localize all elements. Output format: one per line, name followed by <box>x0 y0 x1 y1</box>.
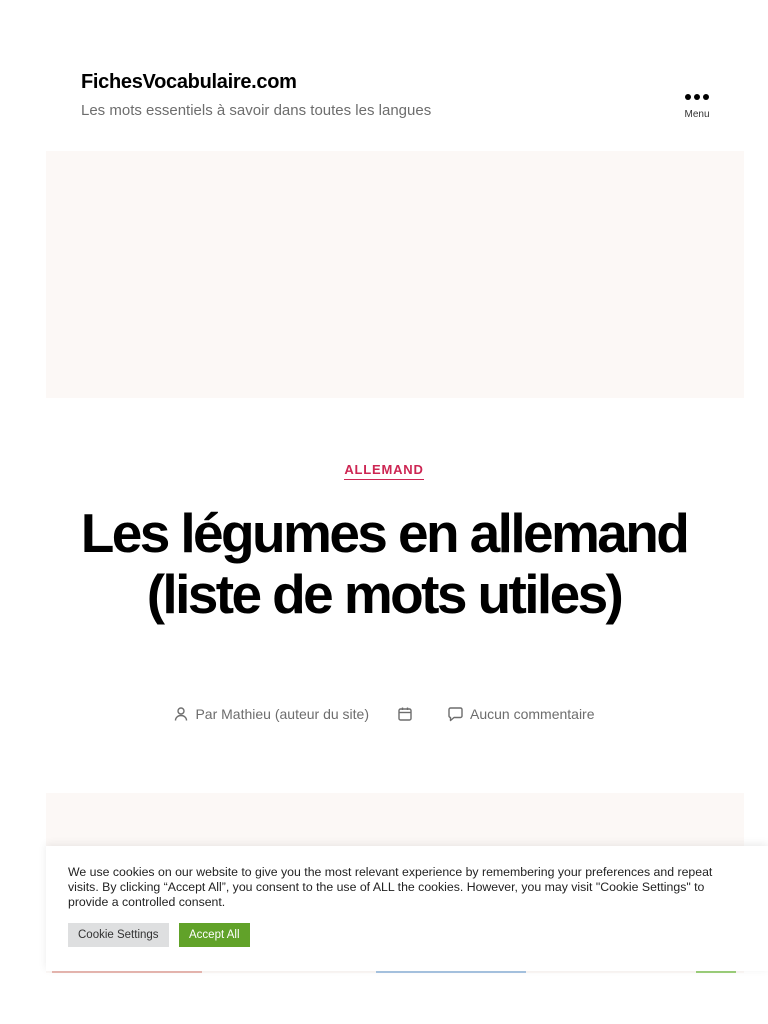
menu-label: Menu <box>684 109 710 120</box>
cookie-message: We use cookies on our website to give you the most relevant experience by remembering your preferences and repeat visits. By clicking “Accept All”, you consent to the use of ALL the cookies. However, you may visit "Cookie Settings" to provide a controlled consent. <box>68 865 713 909</box>
category-link[interactable]: ALLEMAND <box>344 462 423 480</box>
meta-author <box>173 706 369 722</box>
meta-comments <box>447 706 595 722</box>
menu-button[interactable] <box>670 84 724 128</box>
cookie-settings-button[interactable]: Cookie Settings <box>68 923 169 947</box>
comment-icon <box>447 706 464 722</box>
page-title: Les légumes en allemand (liste de mots utiles) <box>80 502 688 625</box>
image-edge <box>696 971 736 973</box>
ad-placeholder <box>46 151 744 398</box>
accept-all-button[interactable]: Accept All <box>179 923 250 947</box>
cookie-consent-bar <box>46 846 768 971</box>
more-dots-icon <box>670 94 724 100</box>
meta-date <box>397 706 419 722</box>
site-title-link[interactable]: FichesVocabulaire.com <box>81 71 297 93</box>
image-edge <box>52 971 202 973</box>
site-header <box>0 0 768 150</box>
author-link[interactable]: Par Mathieu (auteur du site) <box>195 706 369 722</box>
image-edge <box>376 971 526 973</box>
comments-link[interactable]: Aucun commentaire <box>470 706 595 722</box>
site-description: Les mots essentiels à savoir dans toutes les langues <box>81 102 432 119</box>
post-meta <box>0 706 768 722</box>
calendar-icon <box>397 706 413 722</box>
user-icon <box>173 706 189 722</box>
category-line <box>0 461 768 479</box>
